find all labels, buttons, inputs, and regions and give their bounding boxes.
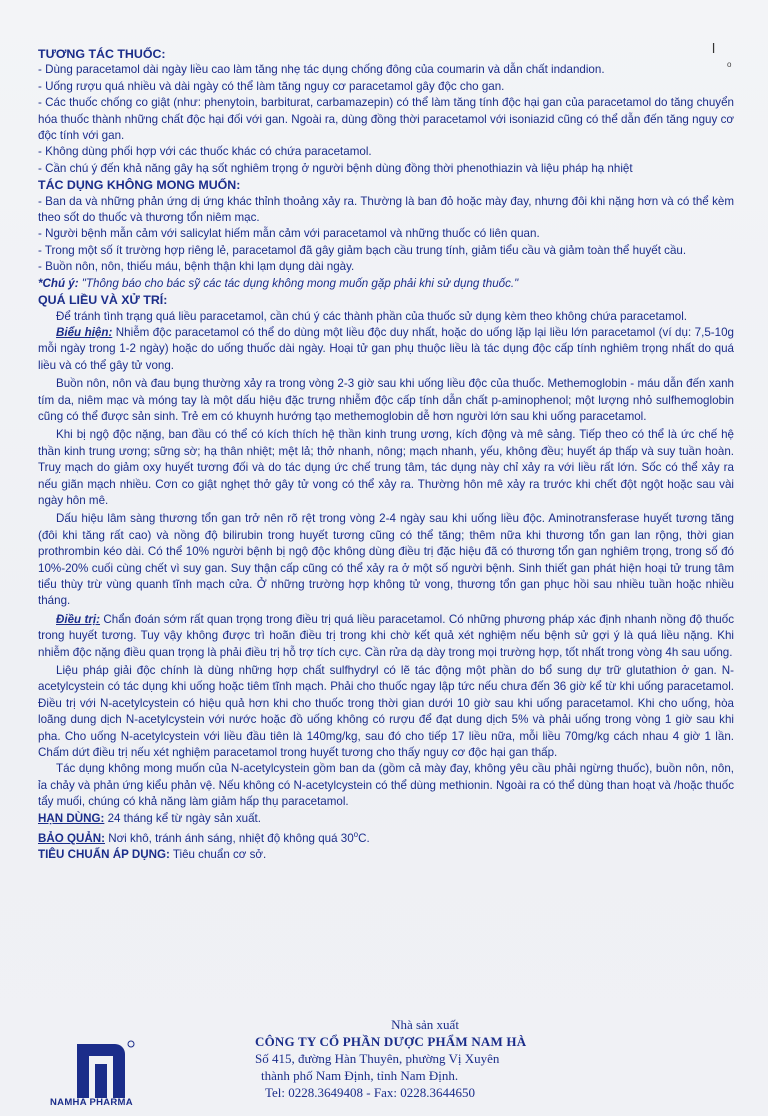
side-effect-line: - Ban da và những phản ứng dị ứng khác thỉnh thoảng xảy ra. Thường là ban đỏ hoặc mày đay, nhưng đôi khi nặng hơn và có thể kèm theo sốt do thuốc và thương tổn niêm mạc.	[38, 194, 734, 225]
side-effect-line: - Trong một số ít trường hợp riêng lẻ, paracetamol đã gây giảm bạch cầu trung tính, giảm tiểu cầu và giảm toàn thể huyết cầu.	[38, 243, 687, 257]
shelf-label: HẠN DÙNG:	[38, 811, 105, 825]
storage-unit: C.	[358, 831, 370, 845]
adverse-paragraph: Tác dụng không mong muốn của N-acetylcystein gồm ban da (gồm cả mày đay, không yêu cầu phải ngừng thuốc), buồn nôn, nôn, ỉa chảy và phản ứng kiểu phản vệ. Nếu không có N-acetylcystein có thể dùng methionin. Ngoài ra có thể dùng than hoạt và /hoặc thuốc tẩy muối, chúng có khả năng làm giảm hấp thụ paracetamol.	[38, 762, 734, 809]
treatment-text: Chẩn đoán sớm rất quan trọng trong điều trị quá liều paracetamol. Có những phương pháp xác định nhanh nồng độ thuốc trong huyết tương. Tuy vậy không được trì hoãn điều trị trong khi chờ kết quả xét nghiệm nếu bệnh sử gợi ý là quá liều nặng. Khi nhiễm độc nặng điều quan trọng là phải điều trị hỗ trợ tích cực. Cần rửa dạ dày trong mọi trường hợp, tốt nhất trong vòng 4h sau uống.	[38, 612, 734, 659]
note-label: *Chú ý:	[38, 276, 79, 290]
side-effects-title: TÁC DỤNG KHÔNG MONG MUỐN:	[38, 178, 241, 193]
liver-paragraph: Dấu hiệu lâm sàng thương tổn gan trở nên rõ rệt trong vòng 2-4 ngày sau khi uống liều độc. Aminotransferase huyết tương tăng (đôi khi tăng rất cao) và nồng độ bilirubin trong huyết tương cũng có thể tăng; thêm nữa khi thương tổn gan lan rộng, thời gian prothrombin kéo dài. Có thể 10% người bệnh bị ngộ độc không dùng điều trị đặc hiệu đã có thương tổn gan nghiêm trọng, trong số đó 10%-20% cuối cùng chết vì suy gan. Suy thận cấp cũng có thể xảy ra ở một số người bệnh. Sinh thiết gan phát hiện hoại tử trung tâm tiểu thùy trừ vùng quanh tĩnh mạch cửa. Ở những trường hợp không tử vong, thương tổn gan phục hồi sau nhiều tuần hoặc nhiều tháng.	[38, 512, 734, 608]
storage-label: BẢO QUẢN:	[38, 831, 105, 845]
manufacturer-info	[255, 1016, 575, 1101]
leaflet-content	[38, 46, 734, 864]
overdose-intro: Để tránh tình trạng quá liều paracetamol, cần chú ý các thành phần của thuốc sử dụng kèm theo không chứa paracetamol.	[56, 309, 688, 323]
note	[38, 276, 734, 292]
nausea-paragraph: Buồn nôn, nôn và đau bụng thường xảy ra trong vòng 2-3 giờ sau khi uống liều độc của thuốc. Methemoglobin - máu dẫn đến xanh tím da, niêm mạc và móng tay là một dấu hiệu đặc trưng nhiễm độc cấp tính dẫn chất p-aminophenol; một lượng nhỏ sulfhemoglobin cũng có thể được sản sinh. Trẻ em có khuynh hướng tạo methemoglobin dễ hơn người lớn sau khi uống paracetamol.	[38, 377, 734, 423]
degree-sign: o	[353, 830, 359, 840]
namha-logo-icon	[55, 1036, 145, 1106]
corner-mark: l	[712, 40, 716, 56]
interaction-title: TƯƠNG TÁC THUỐC:	[38, 47, 166, 61]
side-effect-line: - Người bệnh mẫn cảm với salicylat hiếm mẫn cảm với paracetamol và những thuốc có liên quan.	[38, 227, 540, 241]
storage	[38, 827, 734, 847]
treatment-label: Điều trị:	[56, 612, 100, 626]
address-line: Số 415, đường Hàn Thuyên, phường Vị Xuyên	[255, 1051, 500, 1066]
signs-text: Nhiễm độc paracetamol có thể do dùng một liều độc duy nhất, hoặc do uống lặp lại liều lớn paracetamol (ví dụ: 7,5-10g mỗi ngày trong 1-2 ngày) hoặc do uống thuốc dài ngày. Hoại tử gan phụ thuộc liều là tác dụng độc cấp tính nghiêm trọng nhất do quá liều và có thể gây tử vong.	[38, 325, 734, 372]
signs-paragraph	[38, 325, 734, 374]
corner-dot: o	[727, 60, 732, 69]
maker-title: Nhà sản xuất	[391, 1017, 459, 1032]
signs-label: Biểu hiện:	[56, 325, 113, 339]
phone-fax: Tel: 0228.3649408 - Fax: 0228.3644650	[265, 1085, 475, 1100]
overdose-title: QUÁ LIỀU VÀ XỬ TRÍ:	[38, 293, 168, 308]
treatment-paragraph	[38, 612, 734, 661]
interaction-line: - Không dùng phối hợp với các thuốc khác có chứa paracetamol.	[38, 145, 372, 159]
interaction-line: - Uống rượu quá nhiều và dài ngày có thể làm tăng nguy cơ paracetamol gây độc cho gan.	[38, 79, 505, 93]
standard-text: Tiêu chuẩn cơ sở.	[169, 848, 267, 862]
address-line: thành phố Nam Định, tỉnh Nam Định.	[261, 1068, 459, 1083]
interaction-line: - Cần chú ý đến khả năng gây hạ sốt nghiêm trọng ở người bệnh dùng đồng thời phenothiazin và liệu pháp hạ nhiệt	[38, 161, 633, 175]
standard-label: TIÊU CHUẨN ÁP DỤNG:	[38, 848, 170, 862]
logo-text: NAMHA PHARMA	[50, 1097, 133, 1108]
side-effect-line: - Buồn nôn, nôn, thiếu máu, bệnh thận khi lạm dụng dài ngày.	[38, 260, 355, 274]
severe-paragraph: Khi bị ngộ độc nặng, ban đầu có thể có kích thích hệ thần kinh trung ương, kích động và mê sảng. Tiếp theo có thể là ức chế hệ thần kinh trung ương; sững sờ; hạ thân nhiệt; mệt lả; thở nhanh, nông; mạch nhanh, yếu, không đều; huyết áp thấp và suy tuần hoàn. Truỵ mạch do giảm oxy huyết tương đối và do tác dụng ức chế trung tâm, tác dụng này chỉ xảy ra với liều rất lớn. Sốc có thể xảy ra nếu giãn mạch nhiều. Cơn co giật nghẹt thở gây tử vong có thể xảy ra. Thường hôn mê xảy ra trước khi chết đột ngột hoặc sau vài ngày hôn mê.	[38, 428, 734, 507]
shelf-text: 24 tháng kể từ ngày sản xuất.	[104, 811, 261, 825]
company-name: CÔNG TY CỔ PHẦN DƯỢC PHẨM NAM HÀ	[255, 1034, 527, 1049]
shelf-life	[38, 811, 734, 827]
interaction-line: - Các thuốc chống co giật (như: phenytoin, barbiturat, carbamazepin) có thể làm tăng tính độc hại gan của paracetamol do tăng chuyển hóa thuốc thành những chất độc hại đối với gan. Ngoài ra, dùng đồng thời paracetamol với isoniazid cũng có thể dẫn đến tăng nguy cơ độc tính với gan.	[38, 96, 734, 143]
note-text: "Thông báo cho bác sỹ các tác dụng không mong muốn gặp phải khi sử dụng thuốc."	[78, 276, 519, 290]
interaction-line: - Dùng paracetamol dài ngày liều cao làm tăng nhẹ tác dụng chống đông của coumarin và dẫn chất indandion.	[38, 63, 605, 77]
antidote-paragraph: Liệu pháp giải độc chính là dùng những hợp chất sulfhydryl có lẽ tác động một phần do bổ sung dự trữ glutathion ở gan. N-acetylcystein có tác dụng khi uống hoặc tiêm tĩnh mạch. Phải cho thuốc ngay lập tức nếu chưa đến 36 giờ kể từ khi uống paracetamol. Điều trị với N-acetylcystein có hiệu quả hơn khi cho thuốc trong thời gian dưới 10 giờ sau khi uống paracetamol. Khi cho uống, hòa loãng dung dịch N-acetylcystein với nước hoặc đồ uống không có rượu để đạt dung dịch 5% và phải uống trong vòng 1 giờ sau khi pha. Cho uống N-acetylcystein với liều đầu tiên là 140mg/kg, sau đó cho tiếp 17 liều nữa, mỗi liều 70mg/kg cách nhau 4 giờ 1 lần. Chấm dứt điều trị nếu xét nghiệm paracetamol trong huyết tương cho thấy nguy cơ độc hại gan thấp.	[38, 664, 734, 760]
storage-text: Nơi khô, tránh ánh sáng, nhiệt độ không quá 30	[104, 831, 354, 845]
manufacturer-footer	[0, 1016, 768, 1116]
standard	[38, 847, 734, 863]
